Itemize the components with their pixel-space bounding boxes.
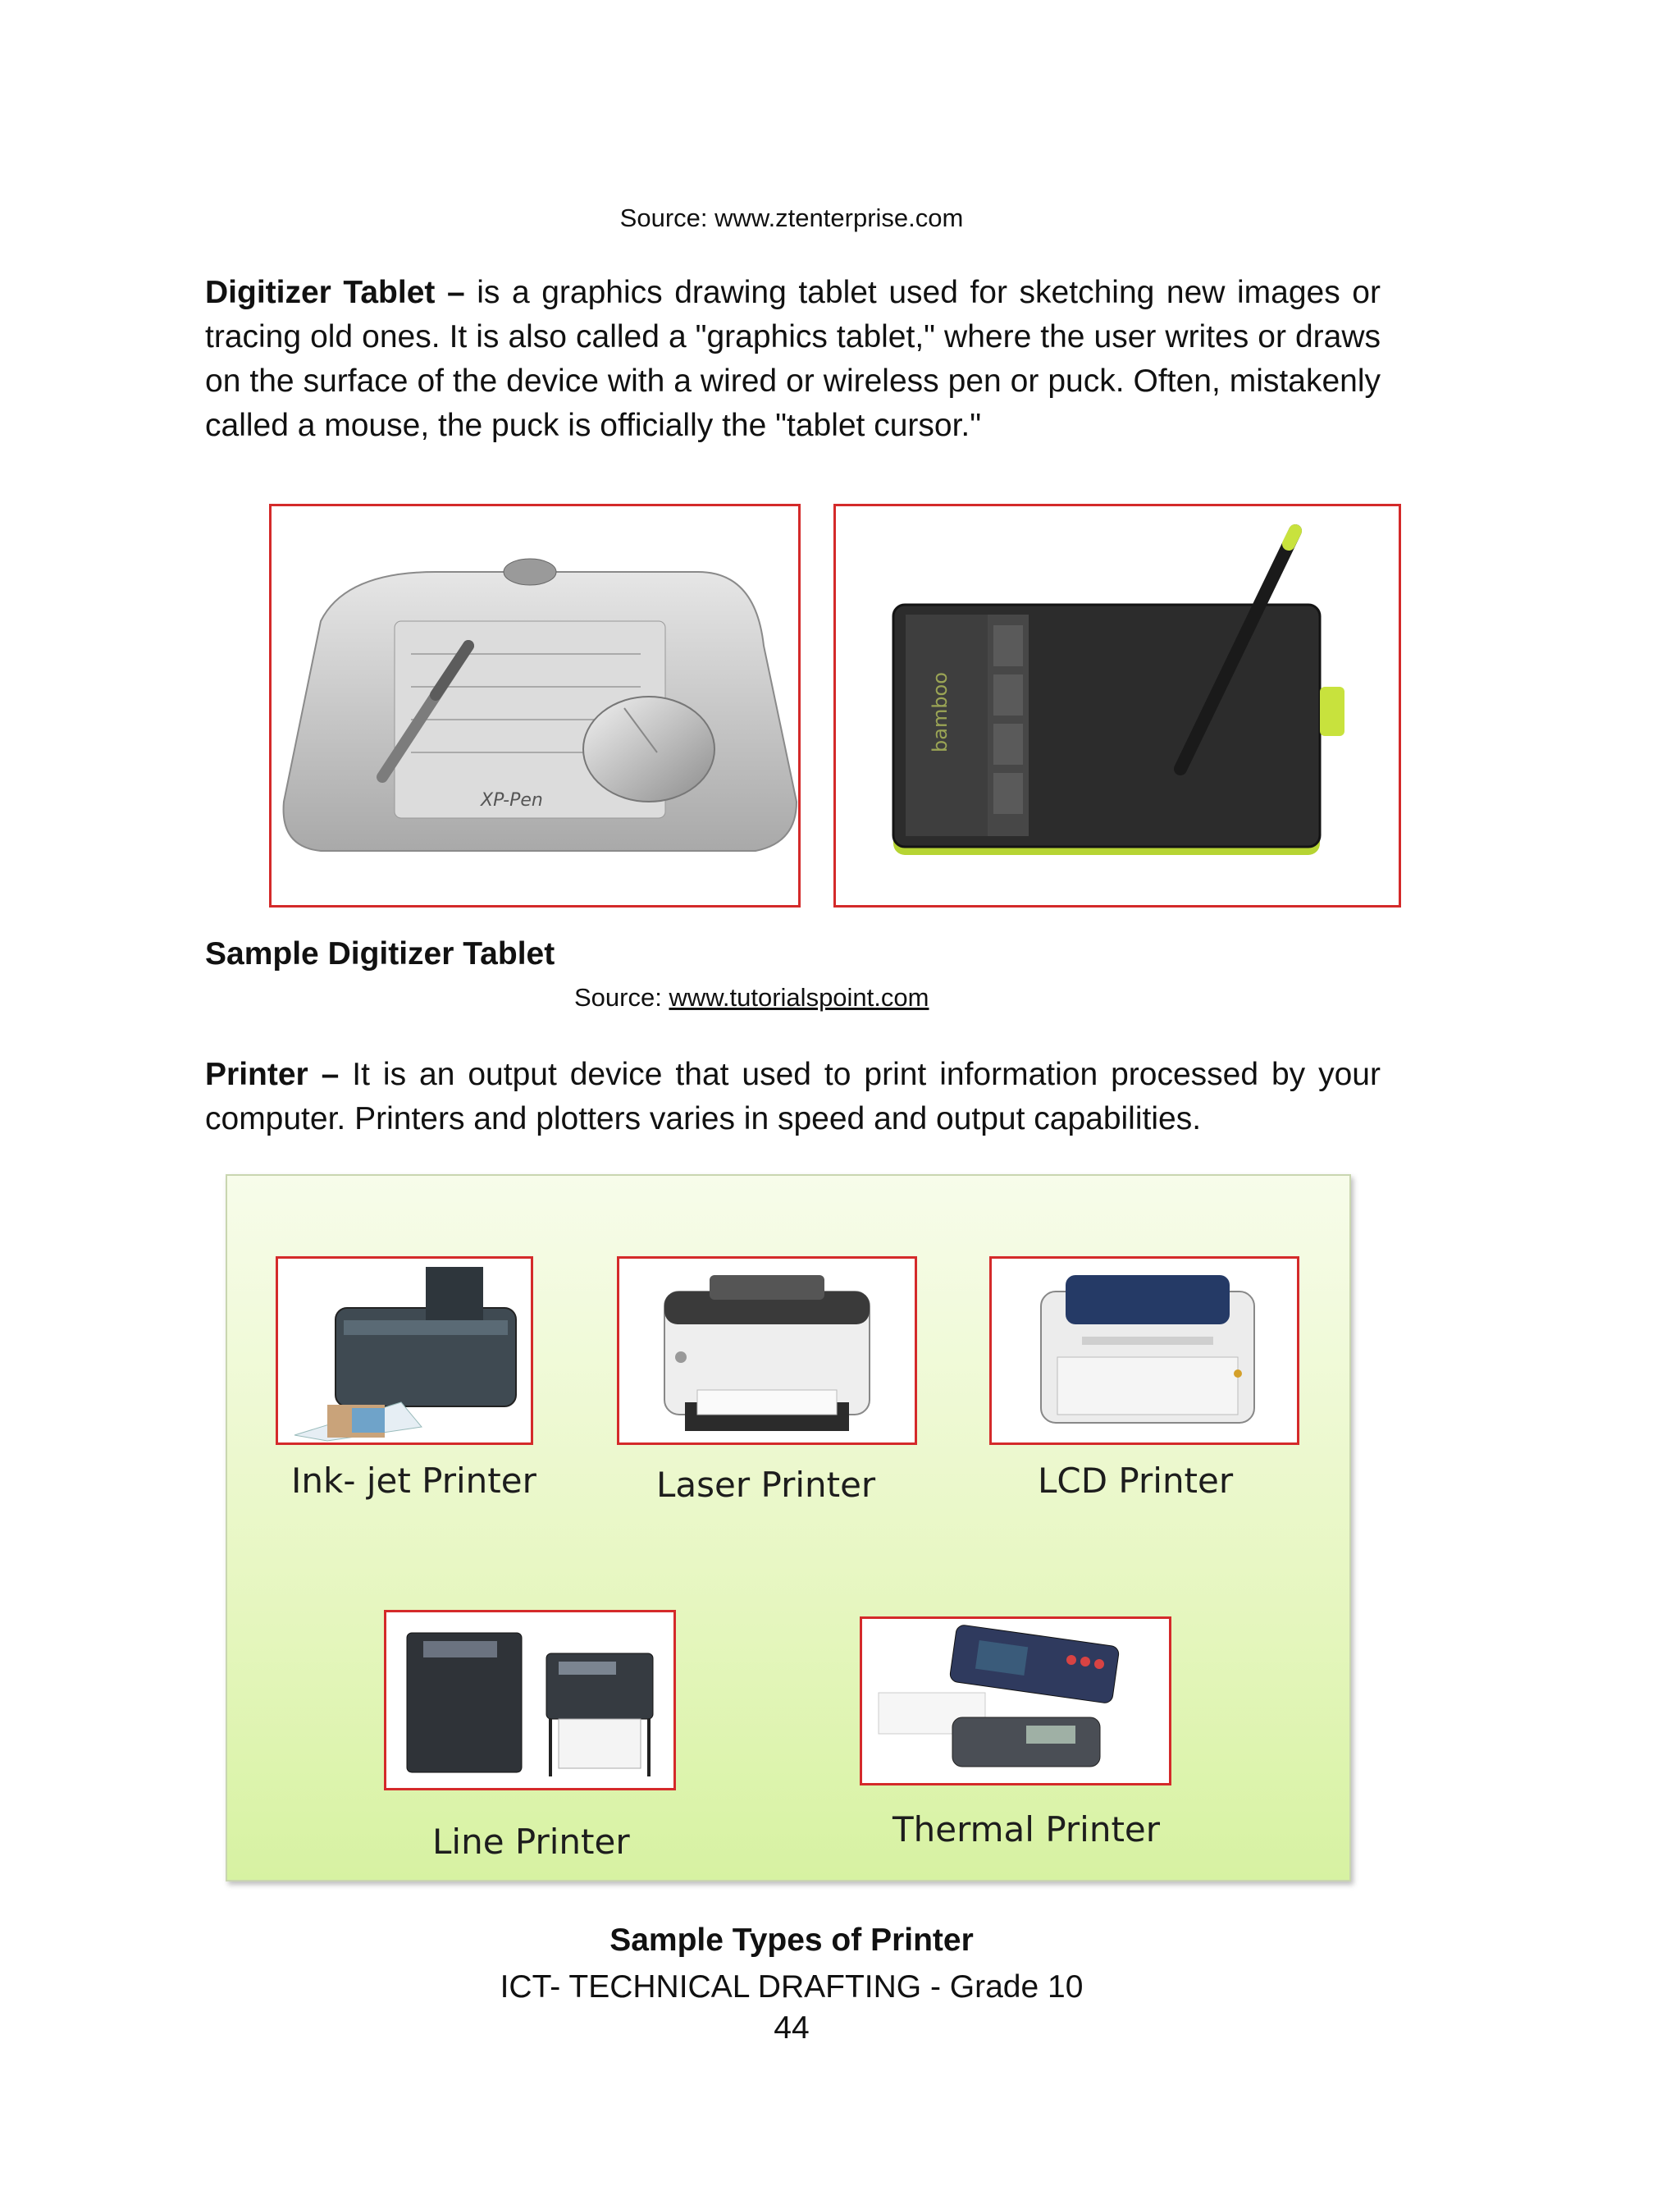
inkjet-printer-image (276, 1256, 533, 1445)
digitizer-source (574, 983, 929, 1013)
thermal-printer-label: Thermal Printer (892, 1809, 1161, 1849)
top-source: Source: www.ztenterprise.com (619, 203, 964, 232)
tablet1-brand: XP-Pen (481, 790, 543, 811)
printer-text: It is an output device that used to print information processed by your computer. Printers and plotters varies in speed and output capabilities. (205, 1057, 1381, 1136)
tablet2-brand: bamboo (929, 672, 952, 752)
digitizer-source-link[interactable]: www.tutorialspoint.com (669, 983, 929, 1012)
digitizer-term: Digitizer Tablet – (205, 275, 465, 310)
printer-caption: Sample Types of Printer (609, 1923, 974, 1958)
digitizer-tablet-image-1 (269, 504, 801, 908)
digitizer-source-label: Source: (574, 983, 669, 1012)
printer-paragraph (205, 1053, 1381, 1141)
footer-course: ICT- TECHNICAL DRAFTING - Grade 10 (500, 1969, 1084, 2005)
lcd-printer-label: LCD Printer (1038, 1461, 1234, 1501)
digitizer-paragraph (205, 271, 1381, 448)
laser-printer-image (617, 1256, 917, 1445)
lcd-printer-image (989, 1256, 1299, 1445)
printer-term: Printer – (205, 1057, 340, 1092)
digitizer-caption: Sample Digitizer Tablet (205, 936, 555, 972)
digitizer-text: is a graphics drawing tablet used for sketching new images or tracing old ones. It is also called a "graphics tablet," where the user writes or draws on the surface of the device with a wired or wireless pen or puck. Often, mistakenly called a mouse, the puck is officially the "tablet cursor." (205, 275, 1381, 443)
digitizer-tablet-image-2 (833, 504, 1401, 908)
line-printer-image (384, 1610, 676, 1790)
inkjet-printer-label: Ink- jet Printer (291, 1461, 536, 1501)
laser-printer-label: Laser Printer (656, 1465, 876, 1505)
page-footer (0, 1967, 1583, 2049)
thermal-printer-image (860, 1616, 1171, 1785)
page-number: 44 (774, 2010, 810, 2046)
line-printer-label: Line Printer (432, 1822, 630, 1862)
